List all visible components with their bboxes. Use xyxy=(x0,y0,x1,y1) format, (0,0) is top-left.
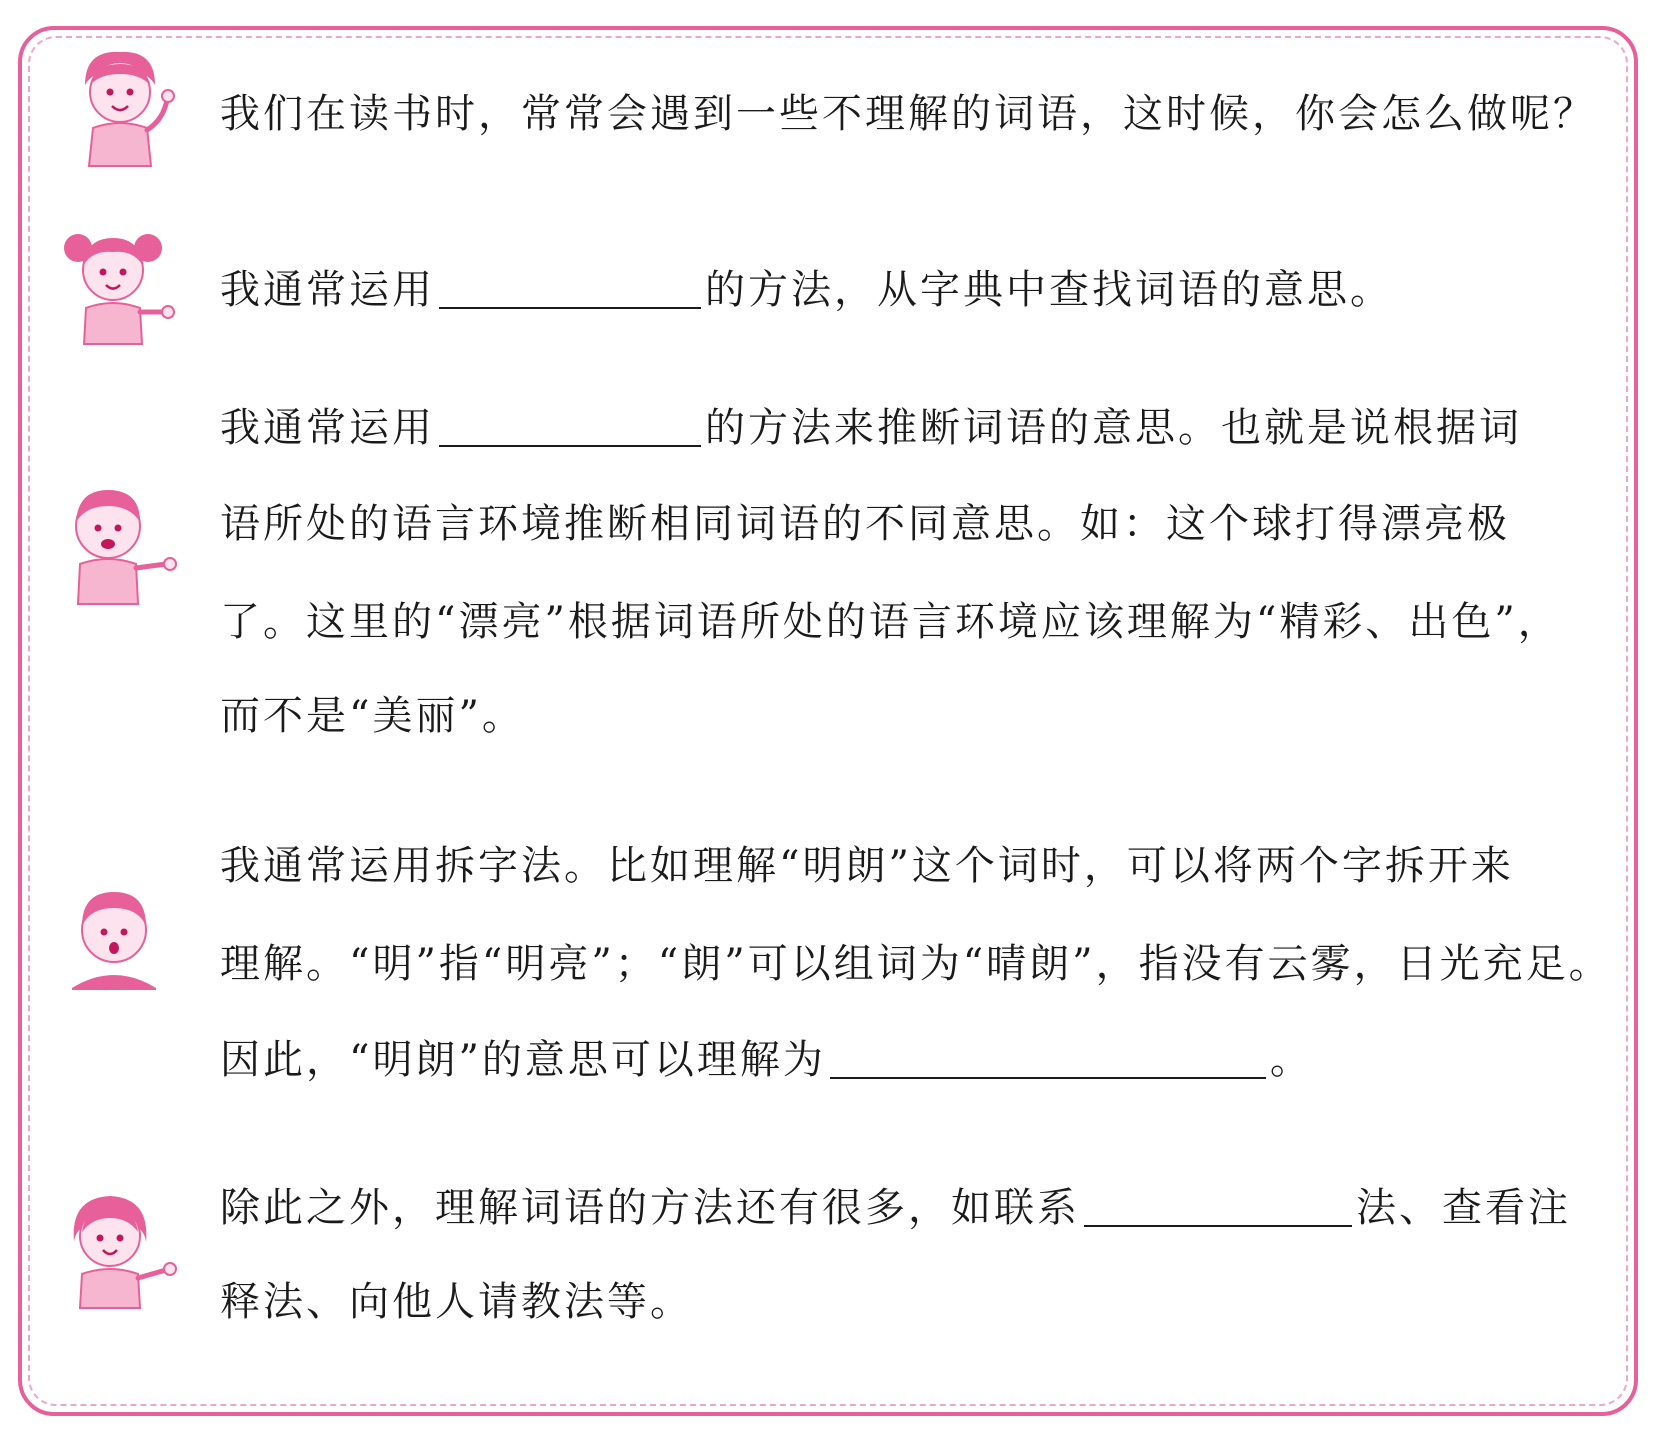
other-methods-line-1 xyxy=(220,1182,1571,1234)
boy-pointing-avatar-icon xyxy=(48,478,178,608)
context-method-line-4: 而不是“美丽”。 xyxy=(220,693,525,739)
split-text-after: 。 xyxy=(1269,1037,1313,1083)
intro-text: 我们在读书时，常常会遇到一些不理解的词语，这时候，你会怎么做呢？ xyxy=(220,91,1596,137)
other-methods-line-2: 释法、向他人请教法等。 xyxy=(220,1279,693,1325)
other-method-blank[interactable] xyxy=(1084,1189,1352,1227)
boy-surprised-avatar-icon xyxy=(52,878,182,1008)
other-text-after: 法、查看注 xyxy=(1356,1185,1571,1231)
context-text-before: 我通常运用 xyxy=(220,405,435,451)
boy-avatar-icon xyxy=(55,40,185,170)
context-method-blank[interactable] xyxy=(439,409,701,447)
context-method-line-2: 语所处的语言环境推断相同词语的不同意思。如：这个球打得漂亮极 xyxy=(220,501,1510,547)
split-method-line-1: 我通常运用拆字法。比如理解“明朗”这个词时，可以将两个字拆开来 xyxy=(220,843,1514,889)
dictionary-method-line xyxy=(220,264,1393,316)
split-method-line-3 xyxy=(220,1034,1313,1086)
context-text-after: 的方法来推断词语的意思。也就是说根据词 xyxy=(705,405,1522,451)
split-meaning-blank[interactable] xyxy=(830,1041,1266,1079)
context-method-line-3: 了。这里的“漂亮”根据词语所处的语言环境应该理解为“精彩、出色”， xyxy=(220,599,1561,645)
intro-question xyxy=(220,88,1596,140)
dictionary-text-after: 的方法，从字典中查找词语的意思。 xyxy=(705,267,1393,313)
girl-avatar-icon xyxy=(48,218,178,348)
girl-pointing-avatar-icon xyxy=(48,1182,178,1312)
context-method-line-1 xyxy=(220,402,1522,454)
split-method-line-2: 理解。“明”指“明亮”；“朗”可以组词为“晴朗”，指没有云雾，日光充足。 xyxy=(220,941,1612,987)
dictionary-text-before: 我通常运用 xyxy=(220,267,435,313)
split-text-before: 因此，“明朗”的意思可以理解为 xyxy=(220,1037,826,1083)
other-text-before: 除此之外，理解词语的方法还有很多，如联系 xyxy=(220,1185,1080,1231)
dictionary-method-blank[interactable] xyxy=(439,271,701,309)
